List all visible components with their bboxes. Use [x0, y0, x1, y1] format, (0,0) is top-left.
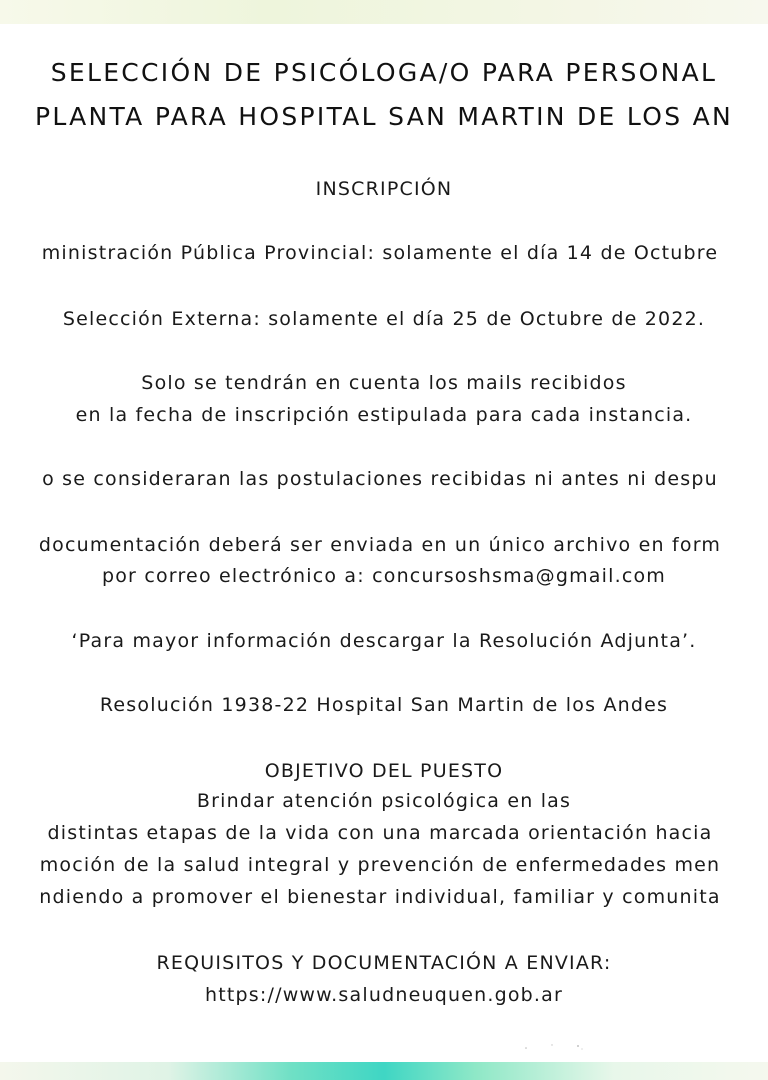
resolucion-line: Resolución 1938-22 Hospital San Martin de los Andes [99, 694, 669, 716]
objetivo-heading: OBJETIVO DEL PUESTO [264, 760, 504, 782]
mails-note-line-2: en la fecha de inscripción estipulada para cada instancia. [75, 404, 693, 426]
requisitos-url: https://www.saludneuquen.gob.ar [204, 984, 564, 1006]
objetivo-line-3: moción de la salud integral y prevención de enfermedades men [39, 854, 721, 876]
requisitos-heading: REQUISITOS Y DOCUMENTACIÓN A ENVIAR: [156, 952, 612, 974]
mails-note-line-1: Solo se tendrán en cuenta los mails recibidos [141, 372, 627, 394]
info-note: ‘Para mayor información descargar la Resolución Adjunta’. [71, 630, 697, 652]
inscripcion-heading: INSCRIPCIÓN [315, 178, 453, 200]
seleccion-externa-date: Selección Externa: solamente el día 25 de Octubre de 2022. [62, 308, 706, 330]
documentacion-line-2: por correo electrónico a: concursoshsma@gmail.com [101, 565, 667, 587]
postulaciones-note: o se consideraran las postulaciones recibidas ni antes ni despu [42, 468, 718, 490]
objetivo-line-1: Brindar atención psicológica en las [196, 790, 572, 812]
title-line-1: SELECCIÓN DE PSICÓLOGA/O PARA PERSONAL [50, 58, 718, 87]
top-color-band [0, 0, 768, 24]
admin-publica-date: ministración Pública Provincial: solamente el día 14 de Octubre [41, 242, 719, 264]
documentacion-line-1: documentación deberá ser enviada en un único archivo en form [38, 534, 722, 556]
objetivo-line-2: distintas etapas de la vida con una marcada orientación hacia [47, 822, 713, 844]
bottom-color-band [0, 1062, 768, 1080]
title-line-2: PLANTA PARA HOSPITAL SAN MARTIN DE LOS AN [34, 102, 734, 131]
announcement-sheet [0, 24, 768, 1062]
objetivo-line-4: ndiendo a promover el bienestar individual, familiar y comunita [39, 886, 721, 908]
scan-specks-decoration [520, 1040, 610, 1060]
